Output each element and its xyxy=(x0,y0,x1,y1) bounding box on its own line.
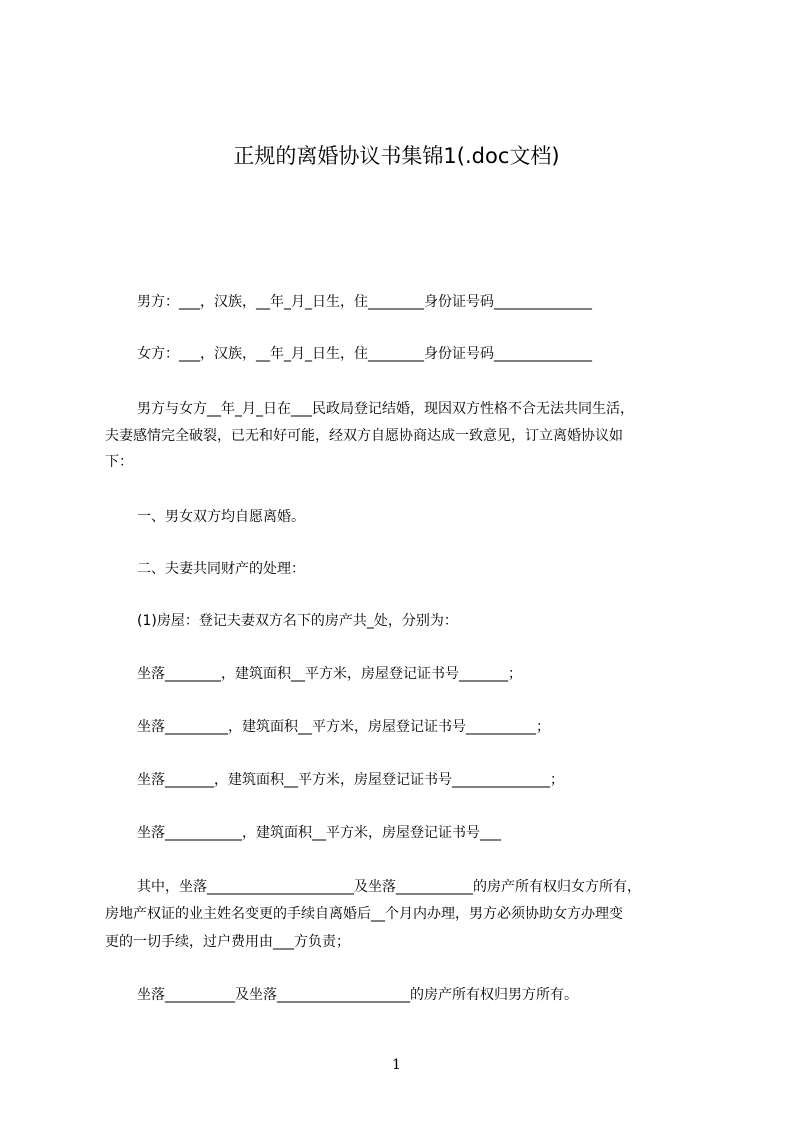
preamble-line-1: 男方与女方__年_月_日在___民政局登记结婚，现因双方性格不合无法共同生活， xyxy=(137,401,634,417)
property-line-2: 坐落_________，建筑面积__平方米，房屋登记证书号__________； xyxy=(137,719,550,735)
preamble-line-2: 夫妻感情完全破裂，已无和好可能，经双方自愿协商达成一致意见，订立离婚协议如 xyxy=(105,428,623,444)
preamble-line-3: 下： xyxy=(105,454,133,470)
female-party-line: 女方：___，汉族，__年_月_日生，住________身份证号码______________ xyxy=(137,346,592,362)
allocation-female-line-2: 房地产权证的业主姓名变更的手续自离婚后__个月内办理，男方必须协助女方办理变 xyxy=(105,906,623,922)
allocation-female-line-3: 更的一切手续，过户费用由___方负责； xyxy=(105,934,350,950)
allocation-female-line-1: 其中，坐落_____________________及坐落___________的房产所有权归女方所有， xyxy=(137,879,641,895)
page-number: 1 xyxy=(392,1057,401,1073)
clause-2-1: (1)房屋：登记夫妻双方名下的房产共_处，分别为： xyxy=(137,613,458,629)
allocation-male-line: 坐落__________及坐落___________________的房产所有权归男方所有。 xyxy=(137,987,578,1003)
male-party-line: 男方：___，汉族，__年_月_日生，住________身份证号码______________ xyxy=(137,294,592,310)
property-line-4: 坐落___________，建筑面积__平方米，房屋登记证书号___ xyxy=(137,825,501,841)
document-title: 正规的离婚协议书集锦1(.doc文档) xyxy=(233,144,560,168)
property-line-3: 坐落_______，建筑面积__平方米，房屋登记证书号______________； xyxy=(137,772,564,788)
property-line-1: 坐落________，建筑面积__平方米，房屋登记证书号_______； xyxy=(137,666,522,682)
clause-1: 一、男女双方均自愿离婚。 xyxy=(137,509,305,525)
clause-2: 二、夫妻共同财产的处理： xyxy=(137,561,305,577)
